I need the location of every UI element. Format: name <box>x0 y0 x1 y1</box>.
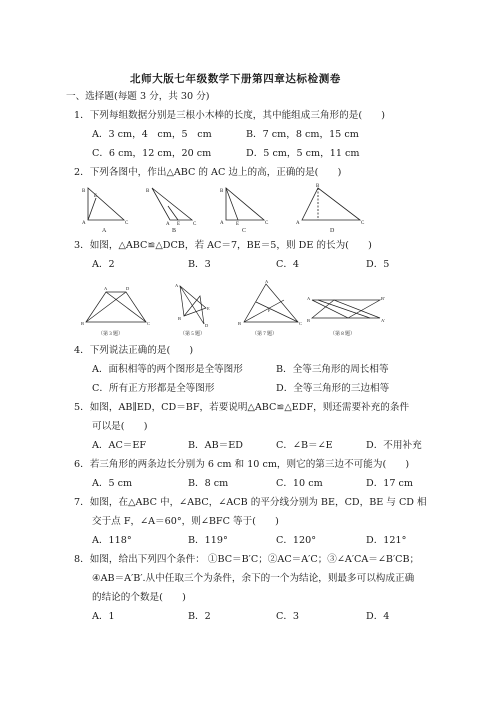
q5-option-a: A．AC＝EF <box>92 440 147 451</box>
figure-q3 <box>81 286 150 337</box>
q3-option-c: C．4 <box>276 259 300 270</box>
q3-option-b: B．3 <box>188 259 211 270</box>
q6-option-d: D．17 cm <box>366 478 414 489</box>
q2-label-d: D <box>330 228 335 234</box>
q2-figure-a <box>82 188 129 234</box>
q5-option-d: D．不用补充 <box>366 440 422 451</box>
svg-text:E: E <box>177 222 181 227</box>
svg-text:C: C <box>265 221 269 226</box>
question-6-stem: 6．若三角形的两条边长分别为 6 cm 和 10 cm，则它的第三边不可能为( ) <box>74 459 410 470</box>
svg-text:F: F <box>268 308 271 313</box>
svg-text:B: B <box>146 189 150 194</box>
figure-q8 <box>307 296 385 337</box>
q1-option-c: C．6 cm，12 cm，20 cm <box>92 148 212 159</box>
q8-option-a: A．1 <box>92 611 115 622</box>
svg-text:C: C <box>193 222 197 227</box>
question-3-stem: 3．如图，△ABC≌△DCB，若 AC＝7，BE＝5，则 DE 的长为( ) <box>74 240 372 251</box>
question-2-stem: 2．下列各图中，作出△ABC 的 AC 边上的高，正确的是( ) <box>74 167 342 178</box>
q6-option-a: A．5 cm <box>92 478 133 489</box>
svg-text:B: B <box>220 189 224 194</box>
svg-text:E: E <box>94 194 98 199</box>
question-8-stem-cont: ④AB＝A′B′.从中任取三个为条件，余下的一个为结论，则最多可以构成正确 <box>92 573 415 584</box>
q8-option-d: D．4 <box>366 611 390 622</box>
caption-q5: （第 5 题） <box>180 332 206 337</box>
q7-option-b: B．119° <box>188 535 228 546</box>
question-4-stem: 4．下列说法正确的是( ) <box>74 345 194 356</box>
svg-text:A: A <box>175 283 179 288</box>
question-8-stem: 8．如图，给出下列四个条件： ①BC＝B′C；②AC＝A′C；③∠A′CA＝∠B′CB； <box>74 554 420 565</box>
q3-option-d: D．5 <box>366 259 390 270</box>
svg-text:E: E <box>207 306 210 311</box>
q4-option-d: D．全等三角形的三边相等 <box>276 383 390 394</box>
svg-text:A: A <box>166 222 170 227</box>
svg-text:C: C <box>147 321 151 326</box>
figure-q7 <box>238 279 302 337</box>
svg-text:A: A <box>296 221 300 226</box>
svg-text:C: C <box>125 221 129 226</box>
question-7-stem: 7．如图，在△ABC 中，∠ABC，∠ACB 的平分线分别为 BE，CD，BE 与 CD 相 <box>74 497 427 508</box>
svg-text:B: B <box>307 318 311 323</box>
page-title: 北师大版七年级数学下册第四章达标检测卷 <box>130 73 341 85</box>
q3-option-a: A．2 <box>92 259 115 270</box>
question-8-stem-cont2: 的结论的个数是( ) <box>92 592 186 603</box>
svg-text:C: C <box>361 221 365 226</box>
svg-text:A: A <box>220 221 224 226</box>
q2-figure-c <box>220 188 269 234</box>
svg-text:A′: A′ <box>381 318 386 323</box>
svg-text:A: A <box>307 296 311 301</box>
q8-option-b: B．2 <box>188 611 211 622</box>
question-5-stem-cont: 可以是( ) <box>92 421 148 432</box>
q2-label-b: B <box>172 228 177 234</box>
q2-figure-b <box>146 188 197 234</box>
q5-option-c: C．∠B＝∠E <box>276 440 333 451</box>
svg-text:B: B <box>81 321 85 326</box>
caption-q7: （第 7 题） <box>252 332 278 337</box>
q2-figures <box>80 184 380 234</box>
figure-q5 <box>175 283 210 337</box>
svg-text:A: A <box>82 221 86 226</box>
q2-label-c: C <box>242 228 247 234</box>
question-5-stem: 5．如图，AB∥ED，CD＝BF，若要说明△ABC≌△EDF，则还需要补充的条件 <box>74 402 410 413</box>
caption-q8: （第 8 题） <box>330 332 356 337</box>
svg-text:D: D <box>126 286 130 291</box>
question-7-stem-cont: 交于点 F，∠A＝60°，则∠BFC 等于( ) <box>92 516 279 527</box>
geometry-figures <box>80 278 410 340</box>
q1-option-d: D．5 cm，5 cm，11 cm <box>246 148 360 159</box>
svg-text:E: E <box>236 222 240 227</box>
q4-option-c: C．所有正方形都是全等图形 <box>92 383 215 394</box>
svg-text:B: B <box>82 189 86 194</box>
svg-text:A: A <box>104 286 108 291</box>
svg-text:B: B <box>178 316 182 321</box>
q4-option-a: A．面积相等的两个图形是全等图形 <box>92 364 243 375</box>
q5-option-b: B．AB＝ED <box>188 440 243 451</box>
q2-figure-d <box>296 184 365 234</box>
q7-option-a: A．118° <box>92 535 132 546</box>
svg-text:A: A <box>265 279 269 284</box>
svg-text:C: C <box>299 321 303 326</box>
q1-option-b: B．7 cm，8 cm，15 cm <box>246 129 359 140</box>
q4-option-b: B．全等三角形的周长相等 <box>276 364 389 375</box>
q7-option-c: C．120° <box>276 535 317 546</box>
question-1-stem: 1．下列每组数据分别是三根小木棒的长度，其中能组成三角形的是( ) <box>74 110 385 121</box>
svg-text:D: D <box>205 323 209 328</box>
svg-text:B′: B′ <box>381 296 385 301</box>
q6-option-c: C．10 cm <box>276 478 323 489</box>
svg-text:B: B <box>238 321 242 326</box>
q1-option-a: A．3 cm，4 cm，5 cm <box>92 129 212 140</box>
q7-option-d: D．121° <box>366 535 407 546</box>
q2-label-a: A <box>102 228 107 234</box>
q8-option-c: C．3 <box>276 611 300 622</box>
caption-q3: （第 3 题） <box>98 332 124 337</box>
q6-option-b: B．8 cm <box>188 478 229 489</box>
svg-text:B: B <box>316 184 320 189</box>
section-heading: 一、选择题(每题 3 分，共 30 分) <box>66 91 210 102</box>
